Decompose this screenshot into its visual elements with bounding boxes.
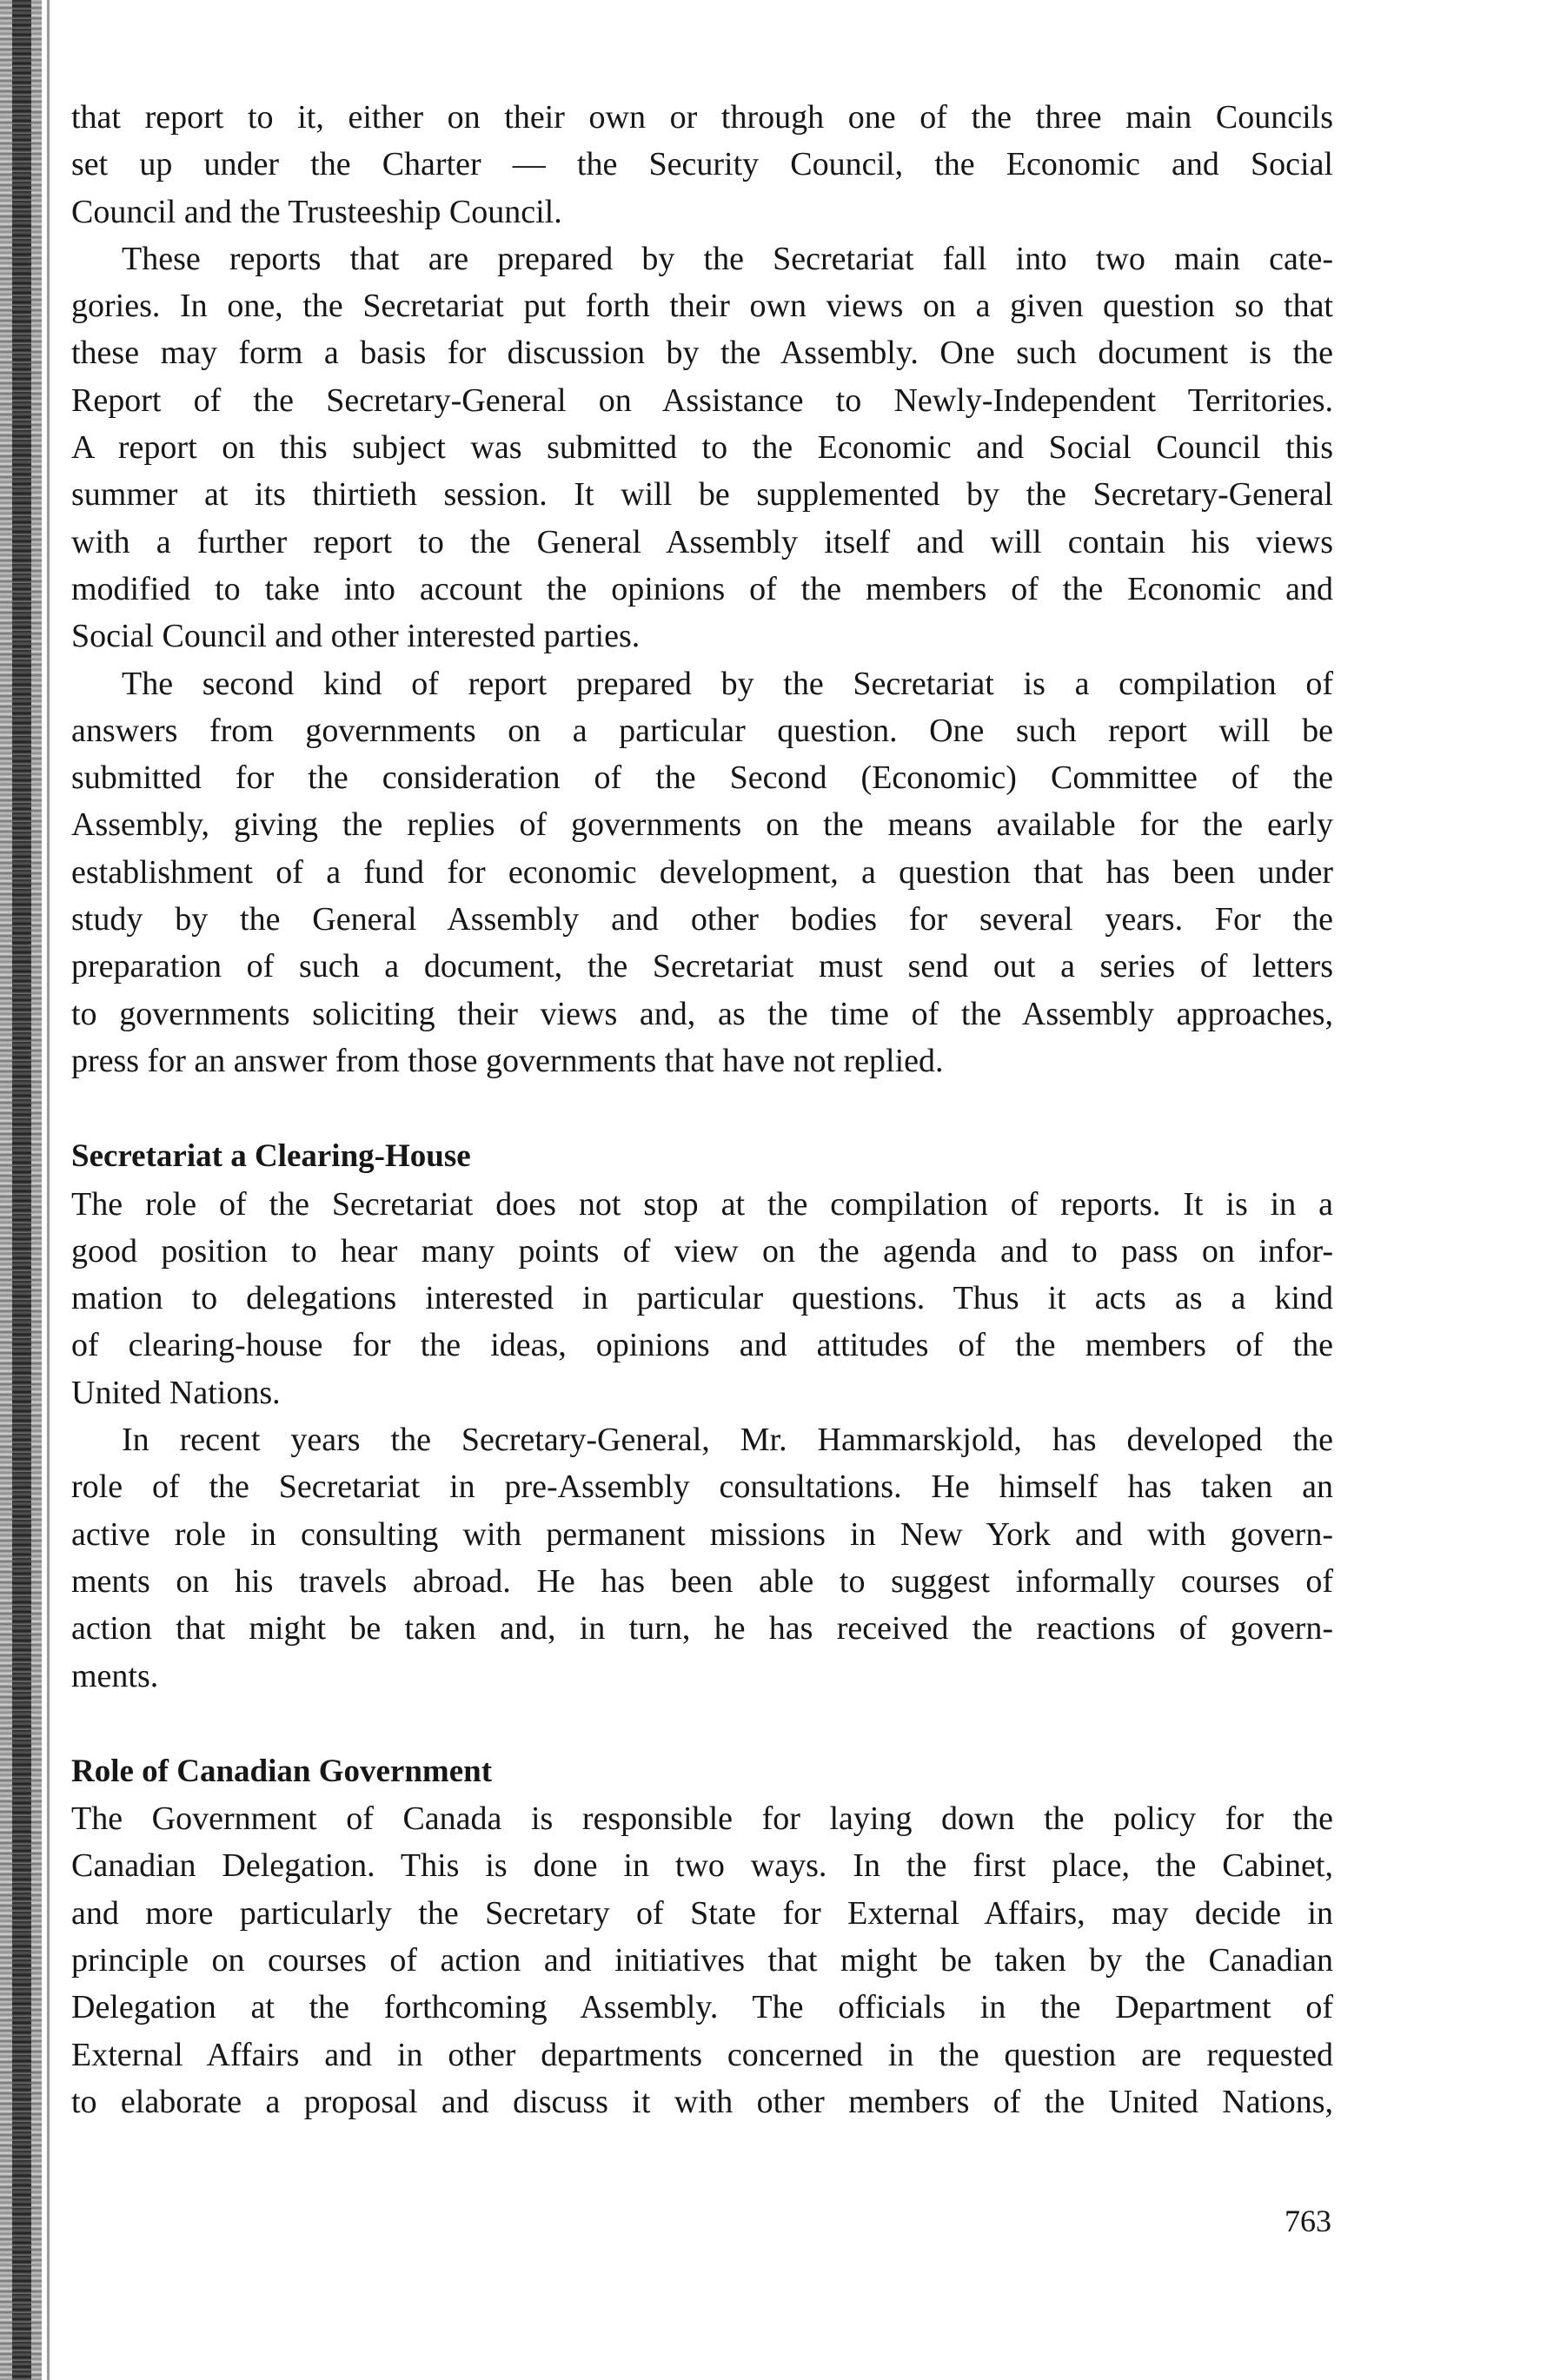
- text-line: Delegation at the forthcoming Assembly. The officials in the Department of: [71, 1989, 1333, 2026]
- text-line: principle on courses of action and initiatives that might be taken by the Canadian: [71, 1941, 1333, 1979]
- text-line: action that might be taken and, in turn, he has received the reactions of govern-: [71, 1610, 1333, 1647]
- section-heading: Secretariat a Clearing-House: [71, 1138, 471, 1175]
- text-line: These reports that are prepared by the Secretariat fall into two main cate-: [122, 240, 1333, 277]
- text-line: to governments soliciting their views and, as the time of the Assembly approaches,: [71, 995, 1333, 1032]
- text-line: modified to take into account the opinions of the members of the Economic and: [71, 570, 1333, 607]
- paragraph: [71, 1416, 1333, 1700]
- text-line: and more particularly the Secretary of State for External Affairs, may decide in: [71, 1894, 1333, 1932]
- text-line: A report on this subject was submitted to the Economic and Social Council this: [71, 429, 1333, 467]
- section-heading: Role of Canadian Government: [71, 1753, 493, 1789]
- text-line: active role in consulting with permanent missions in New York and with govern-: [71, 1515, 1333, 1553]
- text-line: United Nations.: [71, 1374, 281, 1411]
- page-number: 763: [1285, 2204, 1331, 2238]
- paragraph: [71, 660, 1333, 1085]
- text-line: The Government of Canada is responsible for laying down the policy for the: [71, 1800, 1333, 1838]
- text-line: gories. In one, the Secretariat put forth their own views on a given question so that: [71, 288, 1333, 325]
- text-line: role of the Secretariat in pre-Assembly consultations. He himself has taken an: [71, 1468, 1333, 1506]
- text-line: In recent years the Secretary-General, Mr. Hammarskjold, has developed the: [122, 1422, 1333, 1459]
- text-line: to elaborate a proposal and discuss it with other members of the United Nations,: [71, 2083, 1333, 2120]
- text-line: Report of the Secretary-General on Assistance to Newly-Independent Territories.: [71, 381, 1333, 419]
- text-line: Social Council and other interested parties.: [71, 618, 641, 655]
- scan-binding-edge: [0, 0, 42, 2380]
- page-edge-rule: [47, 0, 50, 2380]
- text-line: establishment of a fund for economic development, a question that has been under: [71, 853, 1333, 891]
- text-line: Canadian Delegation. This is done in two ways. In the first place, the Cabinet,: [71, 1847, 1333, 1885]
- text-line: Assembly, giving the replies of governments on the means available for the early: [71, 806, 1333, 844]
- text-line: The second kind of report prepared by the Secretariat is a compilation of: [122, 665, 1333, 702]
- text-line: set up under the Charter — the Security Council, the Economic and Social: [71, 146, 1333, 183]
- text-line: of clearing-house for the ideas, opinions and attitudes of the members of the: [71, 1327, 1333, 1364]
- text-line: ments on his travels abroad. He has been able to suggest informally courses of: [71, 1562, 1333, 1600]
- text-line: answers from governments on a particular question. One such report will be: [71, 712, 1333, 749]
- paragraph: [71, 1181, 1333, 1416]
- text-line: these may form a basis for discussion by the Assembly. One such document is the: [71, 335, 1333, 372]
- text-line: External Affairs and in other departments concerned in the question are requested: [71, 2036, 1333, 2073]
- text-line: good position to hear many points of view on the agenda and to pass on infor-: [71, 1232, 1333, 1270]
- text-line: The role of the Secretariat does not stop at the compilation of reports. It is in a: [71, 1185, 1333, 1223]
- text-line: submitted for the consideration of the Second (Economic) Committee of the: [71, 759, 1333, 797]
- text-line: Council and the Trusteeship Council.: [71, 193, 562, 230]
- text-line: preparation of such a document, the Secretariat must send out a series of letters: [71, 948, 1333, 985]
- document-body: [71, 94, 1333, 2125]
- text-line: that report to it, either on their own or through one of the three main Councils: [71, 99, 1333, 136]
- text-line: summer at its thirtieth session. It will be supplemented by the Secretary-General: [71, 476, 1333, 514]
- paragraph: [71, 1795, 1333, 2125]
- paragraph: [71, 94, 1333, 235]
- text-line: study by the General Assembly and other bodies for several years. For the: [71, 901, 1333, 938]
- paragraph: [71, 235, 1333, 660]
- text-line: with a further report to the General Assembly itself and will contain his views: [71, 523, 1333, 560]
- text-line: mation to delegations interested in particular questions. Thus it acts as a kind: [71, 1280, 1333, 1317]
- text-line: press for an answer from those governments that have not replied.: [71, 1042, 944, 1079]
- text-line: ments.: [71, 1657, 159, 1694]
